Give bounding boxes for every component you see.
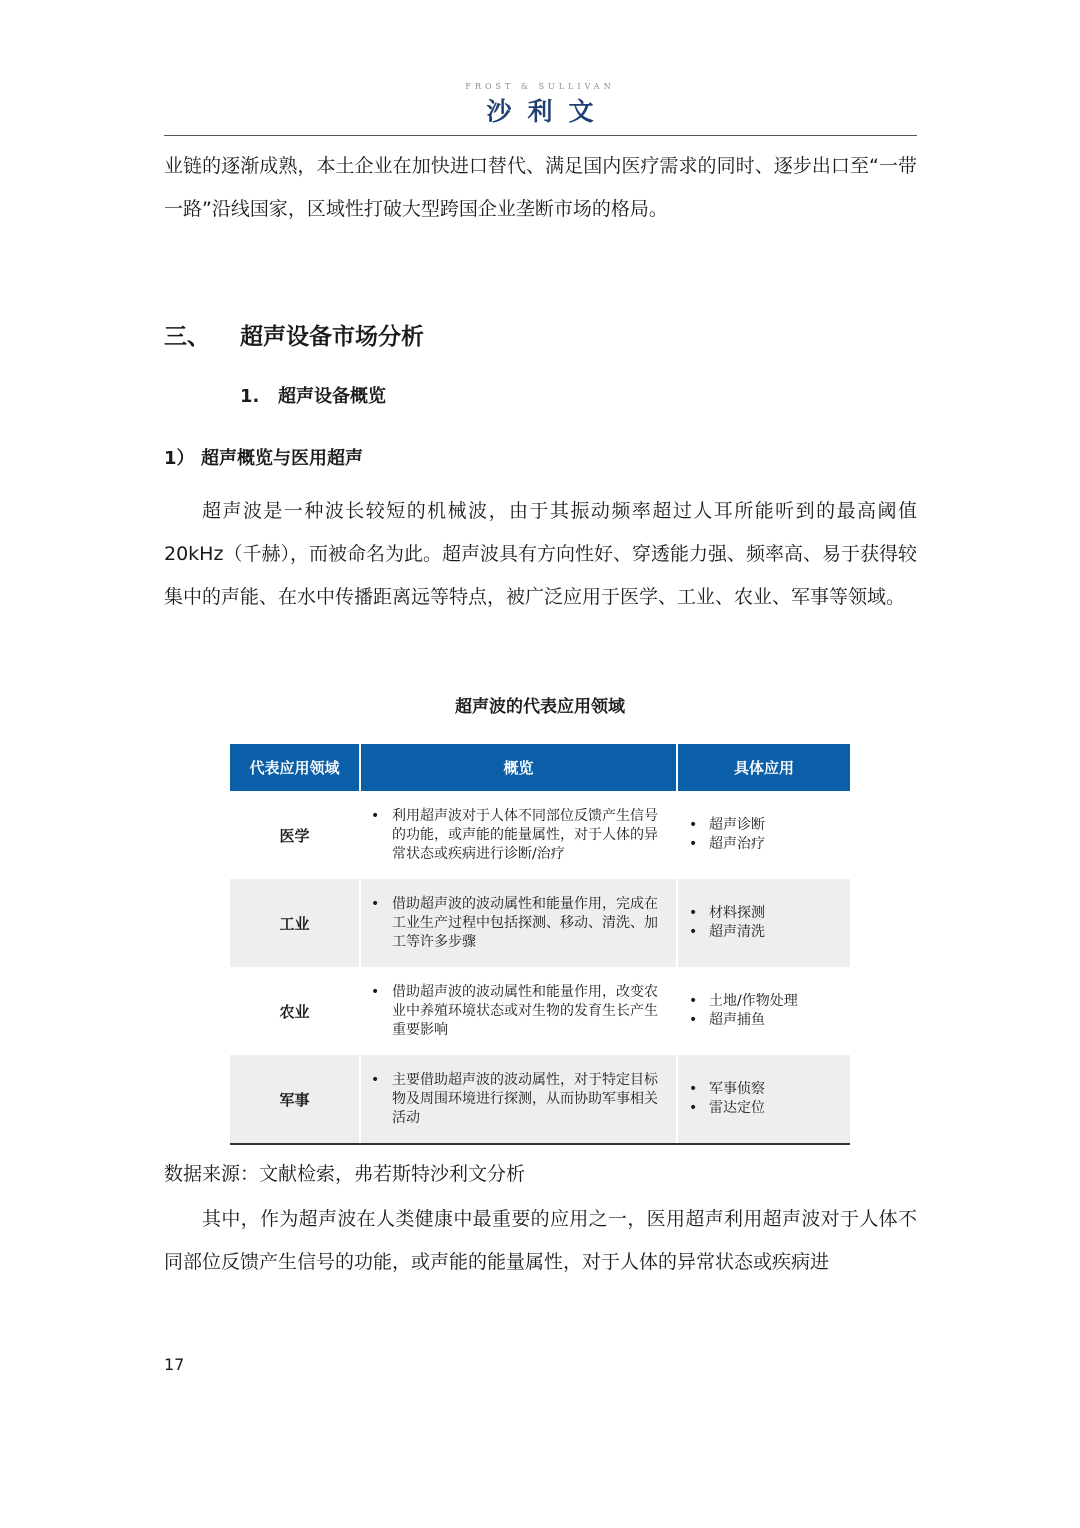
subsection-title: 超声设备概览 bbox=[278, 386, 386, 407]
data-source-note: 数据来源：文献检索，弗若斯特沙利文分析 bbox=[164, 1163, 526, 1185]
header-divider bbox=[164, 135, 917, 136]
row-domain: 农业 bbox=[230, 967, 360, 1055]
table-header-uses: 具体应用 bbox=[677, 744, 850, 791]
table-header-overview: 概览 bbox=[360, 744, 677, 791]
use-bullet: • 超声捕鱼 bbox=[678, 1011, 850, 1030]
overview-bullet: • 主要借助超声波的波动属性，对于特定目标物及周围环境进行探测，从而协助军事相关活动 bbox=[361, 1071, 676, 1128]
table-title: 超声波的代表应用领域 bbox=[455, 697, 625, 717]
subsubsection-title: 超声概览与医用超声 bbox=[201, 448, 363, 469]
table-row bbox=[230, 791, 850, 879]
brand-english-name: FROST & SULLIVAN bbox=[465, 82, 615, 91]
page-header bbox=[0, 82, 1080, 128]
subsection-heading bbox=[240, 382, 386, 408]
row-overview bbox=[360, 967, 677, 1055]
subsection-number: 1. bbox=[240, 386, 260, 407]
table-row bbox=[230, 1055, 850, 1144]
table-row bbox=[230, 967, 850, 1055]
use-bullet: • 材料探测 bbox=[678, 904, 850, 923]
section-heading bbox=[164, 318, 424, 351]
section-number: 三、 bbox=[164, 324, 210, 350]
use-bullet: • 雷达定位 bbox=[678, 1099, 850, 1118]
body-paragraph: 超声波是一种波长较短的机械波，由于其振动频率超过人耳所能听到的最高阈值20kHz（千赫），而被命名为此。超声波具有方向性好、穿透能力强、频率高、易于获得较集中的声能、在水中传播距离远等特点，被广泛应用于医学、工业、农业、军事等领域。 bbox=[164, 500, 917, 608]
row-domain: 军事 bbox=[230, 1055, 360, 1144]
row-domain: 工业 bbox=[230, 879, 360, 967]
closing-paragraph: 其中，作为超声波在人类健康中最重要的应用之一，医用超声利用超声波对于人体不同部位反馈产生信号的功能，或声能的能量属性，对于人体的异常状态或疾病进 bbox=[164, 1208, 917, 1273]
row-overview bbox=[360, 1055, 677, 1144]
application-table bbox=[230, 744, 850, 1145]
row-uses bbox=[677, 1055, 850, 1144]
subsubsection-heading bbox=[164, 444, 363, 470]
use-bullet: • 超声诊断 bbox=[678, 816, 850, 835]
table-header-domain: 代表应用领域 bbox=[230, 744, 360, 791]
row-domain: 医学 bbox=[230, 791, 360, 879]
subsubsection-number: 1） bbox=[164, 448, 195, 469]
intro-paragraph: 业链的逐渐成熟，本土企业在加快进口替代、满足国内医疗需求的同时、逐步出口至“一带一路”沿线国家，区域性打破大型跨国企业垄断市场的格局。 bbox=[164, 155, 917, 220]
row-uses bbox=[677, 967, 850, 1055]
use-bullet: • 土地/作物处理 bbox=[678, 992, 850, 1011]
table-row bbox=[230, 879, 850, 967]
row-overview bbox=[360, 879, 677, 967]
overview-bullet: • 利用超声波对于人体不同部位反馈产生信号的功能，或声能的能量属性，对于人体的异常状态或疾病进行诊断/治疗 bbox=[361, 807, 676, 864]
row-uses bbox=[677, 879, 850, 967]
overview-bullet: • 借助超声波的波动属性和能量作用，改变农业中养殖环境状态或对生物的发育生长产生重要影响 bbox=[361, 983, 676, 1040]
row-uses bbox=[677, 791, 850, 879]
section-title: 超声设备市场分析 bbox=[240, 324, 424, 350]
brand-logo-chinese: 沙利文 bbox=[486, 97, 610, 126]
use-bullet: • 超声清洗 bbox=[678, 923, 850, 942]
table-header-row bbox=[230, 744, 850, 791]
use-bullet: • 超声治疗 bbox=[678, 835, 850, 854]
overview-bullet: • 借助超声波的波动属性和能量作用，完成在工业生产过程中包括探测、移动、清洗、加工等许多步骤 bbox=[361, 895, 676, 952]
page-number: 17 bbox=[164, 1355, 185, 1374]
use-bullet: • 军事侦察 bbox=[678, 1080, 850, 1099]
row-overview bbox=[360, 791, 677, 879]
